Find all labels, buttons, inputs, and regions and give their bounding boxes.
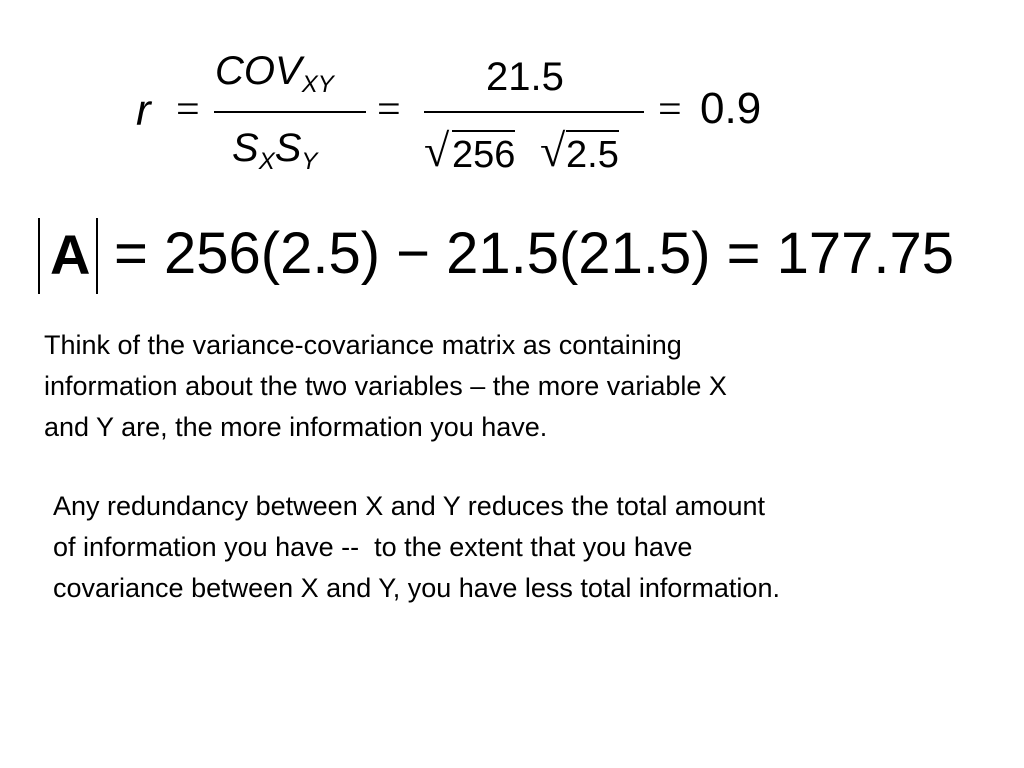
paragraph-line: covariance between X and Y, you have less total information. xyxy=(53,573,780,603)
covariance-numerator xyxy=(215,49,334,99)
r-symbol: r xyxy=(136,86,151,135)
paragraph-variance-information xyxy=(44,325,944,448)
correlation-result: 0.9 xyxy=(700,84,762,133)
std-dev-denominator xyxy=(232,126,317,176)
paragraph-line: information about the two variables – the more variable X xyxy=(44,371,727,401)
matrix-symbol: A xyxy=(50,223,91,286)
radicand-variance-x: 256 xyxy=(452,130,515,177)
equals-sign: = xyxy=(176,87,200,133)
sy-subscript: Y xyxy=(301,148,318,175)
equals-sign: = xyxy=(377,87,401,133)
paragraph-line: Think of the variance-covariance matrix as containing xyxy=(44,330,682,360)
cov-text: COV xyxy=(215,49,302,93)
determinant-bar-left xyxy=(38,218,40,294)
radicand-variance-y: 2.5 xyxy=(566,130,619,177)
sx-subscript: X xyxy=(258,148,275,175)
paragraph-line: Any redundancy between X and Y reduces the total amount xyxy=(53,491,765,521)
determinant-expression: = 256(2.5) − 21.5(21.5) = 177.75 xyxy=(114,221,955,286)
cov-subscript: XY xyxy=(301,71,334,98)
fraction-bar xyxy=(214,111,366,113)
equals-sign: = xyxy=(658,87,682,133)
numeric-numerator: 21.5 xyxy=(486,55,564,99)
square-root-icon: √ xyxy=(540,125,566,176)
sy-symbol: S xyxy=(274,126,302,170)
fraction-bar xyxy=(424,111,644,113)
paragraph-line: of information you have -- to the extent that you have xyxy=(53,532,693,562)
square-root-icon: √ xyxy=(424,125,450,176)
paragraph-redundancy xyxy=(53,486,1003,609)
sx-symbol: S xyxy=(232,126,259,170)
determinant-bar-right xyxy=(96,218,98,294)
paragraph-line: and Y are, the more information you have. xyxy=(44,412,548,442)
